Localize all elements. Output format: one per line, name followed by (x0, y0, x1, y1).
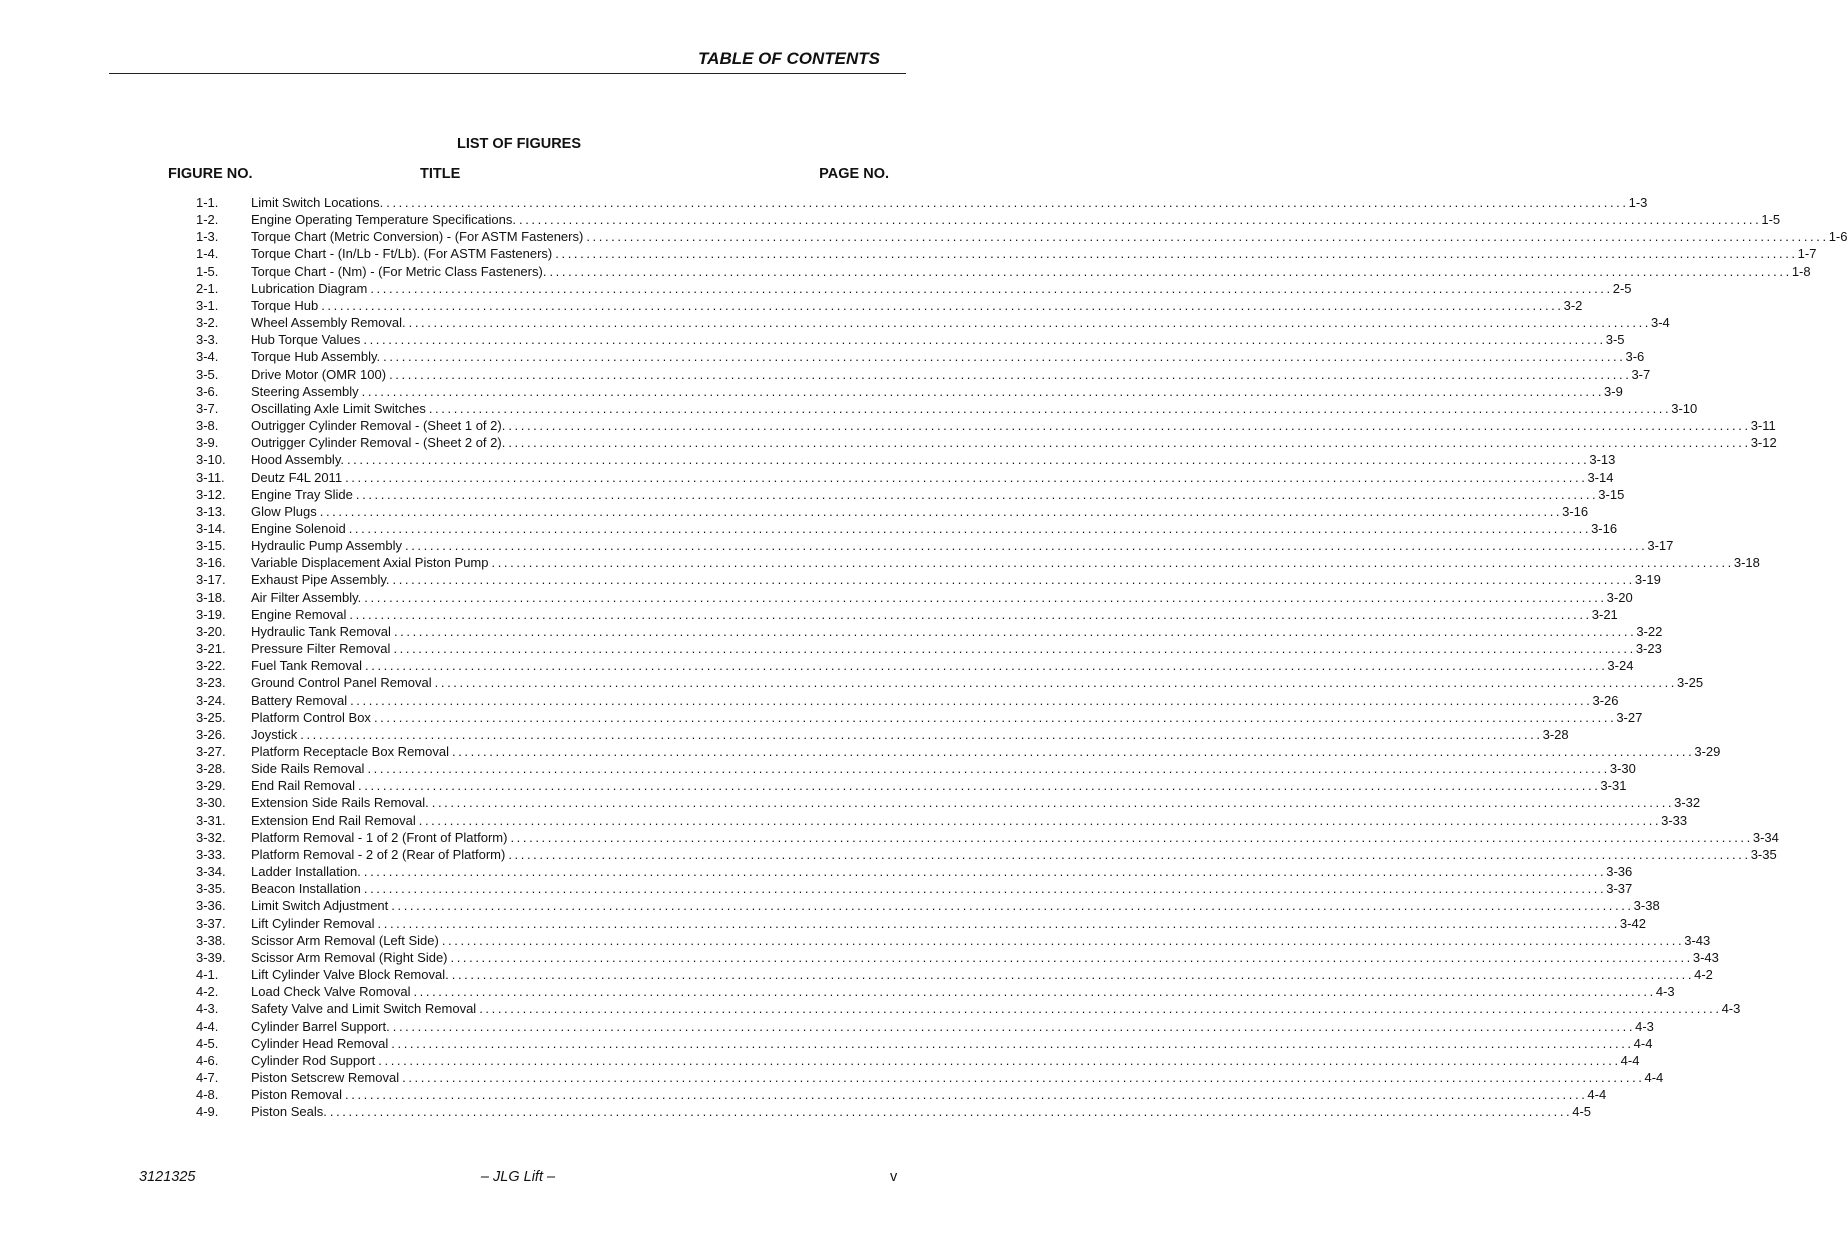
dot-leader: ........................................................................................................................................................................................................ (428, 400, 1672, 416)
figure-entry[interactable] (196, 1052, 1640, 1069)
figure-entry[interactable] (196, 194, 1648, 211)
figure-title[interactable]: Air Filter Assembly. (251, 589, 362, 605)
figure-number: 3-7. (196, 400, 219, 416)
figure-title[interactable]: Steering Assembly (251, 383, 359, 399)
figure-title[interactable]: Scissor Arm Removal (Left Side) (251, 932, 439, 948)
figure-title[interactable]: Oscillating Axle Limit Switches (251, 400, 426, 416)
figure-number: 3-24. (196, 692, 226, 708)
figure-entry[interactable] (196, 228, 1847, 245)
figure-title[interactable]: Torque Chart - (Nm) - (For Metric Class Fasteners). (251, 263, 547, 279)
figure-entry[interactable] (196, 623, 1663, 640)
figure-title[interactable]: Engine Removal (251, 606, 347, 622)
dot-leader: ........................................................................................................................................................................................................ (386, 195, 1629, 210)
figure-page[interactable]: 1-3 (1628, 195, 1648, 210)
figure-title[interactable]: Platform Receptacle Box Removal (251, 744, 449, 759)
figure-page[interactable]: 3-21 (1591, 606, 1618, 622)
figure-page[interactable]: 3-34 (1752, 829, 1779, 845)
figure-number: 3-21. (196, 641, 226, 657)
figure-page[interactable]: 3-37 (1606, 881, 1633, 897)
figure-title[interactable]: Variable Displacement Axial Piston Pump (251, 555, 489, 571)
figure-page[interactable]: 3-11 (1750, 418, 1776, 434)
figure-entry[interactable] (196, 1035, 1653, 1052)
figure-number: 1-4. (196, 246, 219, 262)
figure-entry[interactable] (196, 726, 1569, 743)
figure-number: 3-25. (196, 709, 226, 725)
figure-number: 3-1. (196, 297, 219, 313)
dot-leader: ........................................................................................................................................................................................................ (508, 435, 1751, 451)
figure-title[interactable]: Pressure Filter Removal (251, 641, 391, 657)
footer-page-number: v (890, 1169, 898, 1185)
dot-leader: ........................................................................................................................................................................................................ (508, 418, 1751, 434)
figure-page[interactable]: 3-33 (1661, 812, 1688, 828)
figure-entry[interactable] (196, 932, 1711, 949)
figure-number: 3-33. (196, 846, 226, 862)
figure-entry[interactable] (196, 1069, 1664, 1086)
dot-leader: ........................................................................................................................................................................................................ (377, 915, 1620, 931)
figure-page[interactable]: 4-4 (1633, 1035, 1653, 1051)
dot-leader: ........................................................................................................................................................................................................ (361, 383, 1605, 399)
figure-number: 3-34. (196, 864, 226, 880)
dot-leader: ........................................................................................................................................................................................................ (451, 744, 1695, 759)
figure-title[interactable]: Load Check Valve Romoval (251, 984, 411, 1000)
figure-entry[interactable] (196, 812, 1688, 829)
figure-number: 3-16. (196, 555, 226, 571)
figure-page[interactable]: 3-19 (1634, 572, 1661, 588)
dot-leader: ........................................................................................................................................................................................................ (364, 589, 1607, 605)
dot-leader: ........................................................................................................................................................................................................ (355, 486, 1599, 502)
figure-number: 3-29. (196, 778, 226, 794)
figure-number: 3-36. (196, 898, 226, 914)
figure-title[interactable]: Engine Tray Slide (251, 486, 353, 502)
figure-page[interactable]: 4-4 (1644, 1069, 1664, 1085)
figure-page[interactable]: 3-38 (1633, 898, 1660, 914)
figure-entry[interactable] (196, 314, 1670, 331)
figure-page[interactable]: 3-27 (1616, 709, 1643, 725)
figure-page[interactable]: 4-3 (1655, 984, 1675, 1000)
figure-number: 3-11. (196, 469, 225, 485)
dot-leader: ........................................................................................................................................................................................................ (402, 1069, 1645, 1085)
figure-title[interactable]: Engine Operating Temperature Specifications. (251, 212, 516, 228)
figure-number: 3-39. (196, 949, 226, 965)
figure-title[interactable]: End Rail Removal (251, 778, 356, 794)
figure-title[interactable]: Outrigger Cylinder Removal - (Sheet 2 of 2). (251, 435, 506, 451)
figure-entry[interactable] (196, 674, 1704, 691)
figure-title[interactable]: Ground Control Panel Removal (251, 675, 432, 691)
figure-entry[interactable] (196, 383, 1623, 400)
header-rule (109, 73, 906, 74)
figure-page[interactable]: 3-30 (1609, 761, 1636, 777)
figure-page[interactable]: 3-43 (1684, 932, 1711, 948)
figure-number: 1-3. (196, 229, 219, 245)
figure-title[interactable]: Exhaust Pipe Assembly. (251, 572, 390, 588)
figure-page[interactable]: 3-12 (1750, 435, 1777, 451)
dot-leader: ........................................................................................................................................................................................................ (373, 709, 1617, 725)
figure-number: 3-22. (196, 658, 226, 674)
figure-page[interactable]: 1-8 (1791, 263, 1811, 279)
dot-leader: ........................................................................................................................................................................................................ (392, 1018, 1636, 1034)
figure-title[interactable]: Glow Plugs (251, 503, 317, 519)
figure-number: 4-9. (196, 1104, 219, 1120)
figure-title[interactable]: Fuel Tank Removal (251, 658, 363, 674)
figure-number: 3-9. (196, 435, 219, 451)
dot-leader: ........................................................................................................................................................................................................ (586, 229, 1829, 245)
figure-entry[interactable] (196, 571, 1661, 588)
figure-title[interactable]: Safety Valve and Limit Switch Removal (251, 1001, 477, 1017)
figure-number: 3-2. (196, 315, 219, 331)
figure-entry[interactable] (196, 846, 1777, 863)
figure-title[interactable]: Torque Hub (251, 297, 319, 313)
figure-number: 3-13. (196, 503, 226, 519)
dot-leader: ........................................................................................................................................................................................................ (479, 1001, 1722, 1017)
figure-entry[interactable] (196, 760, 1636, 777)
figure-number: 3-35. (196, 881, 226, 897)
dot-leader: ........................................................................................................................................................................................................ (393, 641, 1636, 657)
figure-entry[interactable] (196, 1103, 1592, 1120)
figure-entry[interactable] (196, 915, 1646, 932)
figure-number: 3-20. (196, 623, 226, 639)
figure-number: 4-6. (196, 1052, 219, 1068)
figure-page[interactable]: 3-17 (1647, 538, 1674, 554)
figure-number: 3-4. (196, 349, 219, 365)
figure-number: 4-4. (196, 1018, 219, 1034)
figure-number: 3-3. (196, 332, 219, 348)
figure-title[interactable]: Extension End Rail Removal (251, 812, 416, 828)
figure-number: 4-8. (196, 1087, 219, 1103)
figure-page[interactable]: 3-26 (1592, 692, 1619, 708)
figure-title[interactable]: Torque Hub Assembly. (251, 349, 381, 365)
figure-title[interactable]: Extension Side Rails Removal. (251, 795, 429, 811)
dot-leader: ........................................................................................................................................................................................................ (365, 658, 1608, 674)
section-title: TABLE OF CONTENTS (698, 49, 880, 68)
dot-leader: ........................................................................................................................................................................................................ (367, 761, 1610, 777)
dot-leader: ........................................................................................................................................................................................................ (345, 1087, 1588, 1103)
dot-leader: ........................................................................................................................................................................................................ (329, 1104, 1573, 1120)
figure-title[interactable]: Hydraulic Tank Removal (251, 623, 391, 639)
figure-page[interactable]: 1-6 (1828, 229, 1847, 245)
figure-entry[interactable] (196, 366, 1651, 383)
figure-page[interactable]: 3-22 (1636, 623, 1663, 639)
figure-entry[interactable] (196, 743, 1721, 760)
figure-title[interactable]: Cylinder Barrel Support. (251, 1018, 390, 1034)
dot-leader: ........................................................................................................................................................................................................ (510, 829, 1753, 845)
figure-page[interactable]: 3-15 (1598, 486, 1625, 502)
figure-title[interactable]: Engine Solenoid (251, 520, 346, 536)
figure-page[interactable]: 3-36 (1606, 864, 1633, 880)
figure-page[interactable]: 3-9 (1604, 383, 1623, 399)
dot-leader: ........................................................................................................................................................................................................ (393, 623, 1637, 639)
figure-page[interactable]: 3-10 (1671, 400, 1698, 416)
figure-entry[interactable] (196, 692, 1619, 709)
figure-title[interactable]: Torque Chart - (In/Lb - Ft/Lb). (For ASTM Fasteners) (251, 246, 553, 262)
figure-number: 3-23. (196, 675, 226, 691)
figure-page[interactable]: 3-24 (1607, 658, 1634, 674)
figure-title[interactable]: Lubrication Diagram (251, 280, 368, 296)
dot-leader: ........................................................................................................................................................................................................ (391, 898, 1634, 914)
figure-page[interactable]: 2-5 (1612, 280, 1632, 296)
figure-number: 4-5. (196, 1035, 219, 1051)
figure-number: 3-10. (196, 452, 226, 468)
figure-title[interactable]: Torque Chart (Metric Conversion) - (For ASTM Fasteners) (251, 229, 584, 245)
figure-page[interactable]: 4-2 (1694, 967, 1713, 983)
figure-entry[interactable] (196, 829, 1779, 846)
dot-leader: ........................................................................................................................................................................................................ (418, 812, 1662, 828)
figure-page[interactable]: 3-2 (1563, 297, 1583, 313)
figure-title[interactable]: Platform Control Box (251, 709, 371, 725)
figure-title[interactable]: Lift Cylinder Valve Block Removal. (251, 967, 449, 983)
dot-leader: ........................................................................................................................................................................................................ (450, 949, 1693, 965)
figure-title[interactable]: Limit Switch Adjustment (251, 898, 389, 914)
dot-leader: ........................................................................................................................................................................................................ (349, 606, 1592, 622)
column-header-page-no: PAGE NO. (819, 166, 889, 182)
dot-leader: ........................................................................................................................................................................................................ (350, 692, 1593, 708)
figure-number: 2-1. (196, 280, 219, 296)
figure-page[interactable]: 3-16 (1562, 503, 1589, 519)
figure-entry[interactable] (196, 983, 1675, 1000)
column-header-figure-no: FIGURE NO. (168, 166, 253, 182)
figure-page[interactable]: 4-3 (1721, 1001, 1741, 1017)
dot-leader: ........................................................................................................................................................................................................ (383, 349, 1626, 365)
figure-number: 3-15. (196, 538, 226, 554)
figure-entry[interactable] (196, 451, 1616, 468)
figure-entry[interactable] (196, 520, 1618, 537)
figure-page[interactable]: 4-3 (1635, 1018, 1654, 1034)
dot-leader: ........................................................................................................................................................................................................ (491, 555, 1734, 571)
dot-leader: ........................................................................................................................................................................................................ (319, 503, 1563, 519)
dot-leader: ........................................................................................................................................................................................................ (434, 675, 1678, 691)
figure-page[interactable]: 3-7 (1631, 366, 1651, 382)
dot-leader: ........................................................................................................................................................................................................ (363, 881, 1607, 897)
figure-title[interactable]: Platform Removal - 2 of 2 (Rear of Platform) (251, 846, 506, 862)
dot-leader: ........................................................................................................................................................................................................ (391, 1035, 1634, 1051)
figure-number: 3-27. (196, 744, 226, 759)
column-header-title: TITLE (420, 166, 461, 182)
figure-entry[interactable] (196, 503, 1589, 520)
figure-number: 3-32. (196, 829, 226, 845)
figure-title[interactable]: Platform Removal - 1 of 2 (Front of Platform) (251, 829, 508, 845)
figure-title[interactable]: Lift Cylinder Removal (251, 915, 375, 931)
footer-center: – JLG Lift – (480, 1169, 556, 1185)
figure-entry[interactable] (196, 657, 1634, 674)
figure-title[interactable]: Piston Removal (251, 1087, 343, 1103)
figure-number: 3-5. (196, 366, 219, 382)
figure-title[interactable]: Piston Seals. (251, 1104, 327, 1120)
list-title: LIST OF FIGURES (456, 136, 582, 152)
figure-number: 3-8. (196, 418, 219, 434)
figure-number: 3-14. (196, 520, 226, 536)
figure-title[interactable]: Wheel Assembly Removal. (251, 315, 406, 331)
figure-entry[interactable] (196, 1018, 1654, 1035)
figure-entry[interactable] (196, 417, 1776, 434)
figure-entry[interactable] (196, 263, 1811, 280)
figure-entry[interactable] (196, 794, 1701, 811)
figure-entry[interactable] (196, 966, 1713, 983)
figure-entry[interactable] (196, 400, 1698, 417)
figure-entry[interactable] (196, 211, 1781, 228)
figure-page[interactable]: 4-4 (1587, 1087, 1607, 1103)
figure-number: 3-12. (196, 486, 226, 502)
dot-leader: ........................................................................................................................................................................................................ (555, 246, 1798, 262)
dot-leader: ........................................................................................................................................................................................................ (518, 212, 1762, 228)
figure-number: 4-2. (196, 984, 219, 1000)
figure-number: 3-30. (196, 795, 226, 811)
figure-page[interactable]: 4-4 (1620, 1052, 1640, 1068)
figure-page[interactable]: 1-5 (1761, 212, 1781, 228)
figure-page[interactable]: 3-43 (1692, 949, 1719, 965)
figure-title[interactable]: Outrigger Cylinder Removal - (Sheet 1 of 2). (251, 418, 506, 434)
figure-title[interactable]: Hood Assembly. (251, 452, 344, 468)
figure-title[interactable]: Cylinder Head Removal (251, 1035, 389, 1051)
figure-entry[interactable] (196, 245, 1817, 262)
dot-leader: ........................................................................................................................................................................................................ (408, 315, 1651, 331)
dot-leader: ........................................................................................................................................................................................................ (378, 1052, 1621, 1068)
figure-page[interactable]: 3-20 (1606, 589, 1633, 605)
figure-page[interactable]: 3-6 (1625, 349, 1645, 365)
figure-entry[interactable] (196, 640, 1662, 657)
figure-entry[interactable] (196, 897, 1660, 914)
figure-number: 3-6. (196, 383, 219, 399)
figure-number: 3-18. (196, 589, 226, 605)
figure-number: 3-31. (196, 812, 226, 828)
figure-entry[interactable] (196, 280, 1632, 297)
figure-number: 3-38. (196, 932, 226, 948)
figure-number: 3-37. (196, 915, 226, 931)
figure-entry[interactable] (196, 1086, 1607, 1103)
figure-title[interactable]: Piston Setscrew Removal (251, 1069, 400, 1085)
dot-leader: ........................................................................................................................................................................................................ (345, 469, 1588, 485)
figure-title[interactable]: Scissor Arm Removal (Right Side) (251, 949, 448, 965)
dot-leader: ........................................................................................................................................................................................................ (431, 795, 1675, 811)
dot-leader: ........................................................................................................................................................................................................ (363, 864, 1607, 880)
figure-title[interactable]: Limit Switch Locations. (251, 195, 384, 210)
figure-number: 3-28. (196, 761, 226, 777)
dot-leader: ........................................................................................................................................................................................................ (508, 846, 1751, 862)
figure-title[interactable]: Cylinder Rod Support (251, 1052, 376, 1068)
footer-doc-number: 3121325 (139, 1169, 196, 1185)
figure-entry[interactable] (196, 777, 1627, 794)
figure-page[interactable]: 3-18 (1733, 555, 1760, 571)
figure-title[interactable]: Side Rails Removal (251, 761, 365, 777)
figure-entry[interactable] (196, 589, 1633, 606)
dot-leader: ........................................................................................................................................................................................................ (348, 520, 1592, 536)
dot-leader: ........................................................................................................................................................................................................ (358, 778, 1601, 794)
figure-page[interactable]: 3-42 (1619, 915, 1646, 931)
figure-entry[interactable] (196, 434, 1777, 451)
figure-page[interactable]: 1-7 (1797, 246, 1817, 262)
figure-number: 1-2. (196, 212, 219, 228)
figure-page[interactable]: 3-23 (1635, 641, 1662, 657)
figure-entry[interactable] (196, 880, 1633, 897)
figure-entry[interactable] (196, 606, 1618, 623)
figure-number: 1-1. (196, 195, 219, 210)
dot-leader: ........................................................................................................................................................................................................ (363, 332, 1606, 348)
figure-title[interactable]: Hydraulic Pump Assembly (251, 538, 402, 554)
figure-page[interactable]: 3-4 (1651, 315, 1670, 331)
figure-page[interactable]: 3-13 (1589, 452, 1616, 468)
figure-number: 1-5. (196, 263, 219, 279)
dot-leader: ........................................................................................................................................................................................................ (405, 538, 1648, 554)
figure-entry[interactable] (196, 486, 1625, 503)
dot-leader: ........................................................................................................................................................................................................ (321, 297, 1564, 313)
figure-number: 3-17. (196, 572, 226, 588)
figure-page[interactable]: 3-14 (1587, 469, 1614, 485)
figure-title[interactable]: Drive Motor (OMR 100) (251, 366, 387, 382)
figure-page[interactable]: 4-5 (1572, 1104, 1592, 1120)
figure-number: 4-7. (196, 1069, 219, 1085)
dot-leader: ........................................................................................................................................................................................................ (413, 984, 1656, 1000)
figure-number: 4-1. (196, 967, 219, 983)
figure-list (196, 194, 1847, 1120)
figure-entry[interactable] (196, 863, 1633, 880)
figure-page[interactable]: 3-16 (1591, 520, 1618, 536)
figure-number: 4-3. (196, 1001, 219, 1017)
dot-leader: ........................................................................................................................................................................................................ (300, 726, 1543, 742)
figure-page[interactable]: 3-29 (1694, 744, 1721, 759)
figure-entry[interactable] (196, 469, 1614, 486)
dot-leader: ........................................................................................................................................................................................................ (451, 967, 1695, 983)
figure-entry[interactable] (196, 297, 1583, 314)
figure-number: 3-19. (196, 606, 226, 622)
dot-leader: ........................................................................................................................................................................................................ (346, 452, 1590, 468)
figure-page[interactable]: 3-5 (1605, 332, 1625, 348)
figure-entry[interactable] (196, 554, 1760, 571)
figure-number: 3-26. (196, 726, 226, 742)
figure-entry[interactable] (196, 949, 1719, 966)
figure-title[interactable]: Joystick (251, 726, 298, 742)
figure-title[interactable]: Hub Torque Values (251, 332, 361, 348)
figure-entry[interactable] (196, 537, 1674, 554)
figure-title[interactable]: Deutz F4L 2011 (251, 469, 343, 485)
dot-leader: ........................................................................................................................................................................................................ (389, 366, 1632, 382)
figure-page[interactable]: 3-28 (1542, 726, 1569, 742)
figure-entry[interactable] (196, 1000, 1741, 1017)
figure-page[interactable]: 3-25 (1677, 675, 1704, 691)
figure-title[interactable]: Ladder Installation. (251, 864, 361, 880)
figure-entry[interactable] (196, 709, 1643, 726)
dot-leader: ........................................................................................................................................................................................................ (441, 932, 1685, 948)
figure-page[interactable]: 3-31 (1600, 778, 1627, 794)
dot-leader: ........................................................................................................................................................................................................ (392, 572, 1635, 588)
figure-entry[interactable] (196, 331, 1625, 348)
figure-title[interactable]: Battery Removal (251, 692, 348, 708)
figure-entry[interactable] (196, 348, 1645, 365)
dot-leader: ........................................................................................................................................................................................................ (370, 280, 1613, 296)
figure-page[interactable]: 3-35 (1750, 846, 1777, 862)
figure-page[interactable]: 3-32 (1674, 795, 1701, 811)
figure-title[interactable]: Beacon Installation (251, 881, 361, 897)
dot-leader: ........................................................................................................................................................................................................ (549, 263, 1792, 279)
